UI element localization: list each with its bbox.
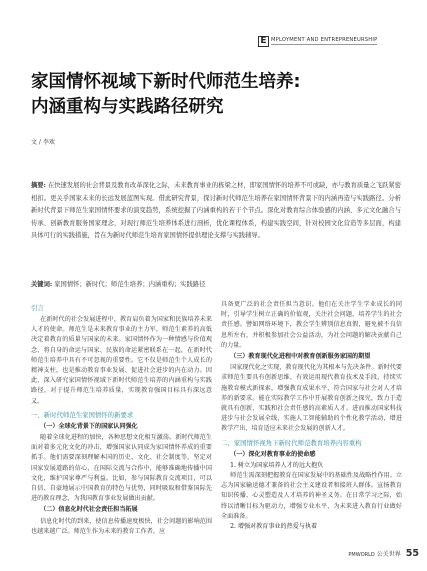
- keywords-text: 家国情怀；新时代；师范生培养；内涵重构；实践路径: [54, 281, 206, 288]
- subsection-3-heading: （三）教育现代化进程中对教育创新服务家国的期望: [230, 353, 371, 361]
- subsection-2-heading: （二）信息化时代社会责任担当拓展: [40, 506, 138, 514]
- author-byline: 文 / 李欢: [31, 139, 55, 146]
- subsection-3-paragraph: 国家现代化之实现，教育现代化为其根本与先决条件。新时代要求师范生要具有创新思维、有效运用现代教育技术及手段，持续实施教育模式新探索，增强教育成果水平，符合国家与社会对人才培养的新要求。能在实际教学工作中开展教育创新之探究，致力于造就具有创新、实践和社会责任感的高素质人才。进而推动国家科技进步与社会发展全线，实施人工智能辅助的个性化教学活动，增进教学产出，培育适应未来社会发展的创新人才。: [221, 364, 402, 433]
- subsection-1-paragraph: 随着全球化进程的加快，各种思想文化相互激荡。新时代师范生面对着多元化文化的冲击，增强国家认同成为家国情怀养成的重要抓手。他们需要深刻理解本国的历史、文化、社会制度等，坚定对国家发展道路的信心，在国际交流与合作中，能够准确地传播中国文化，维护国家尊严与利益。比如，参与国际教育交流项目，可以自信、自豪地展示中国教育的特色与优势，同时吸取和借鉴国际先进的教育理念，为我国教育事业发展做出贡献。: [31, 434, 212, 503]
- section-1-heading: 一、新时代师范生家国情怀的新要求: [31, 410, 134, 419]
- column-header: [258, 35, 420, 47]
- item-2-heading: 2. 增强对教育事业的热爱与执着: [230, 523, 318, 531]
- subsection-2-paragraph: 信息化时代的到来，使信息传播速度极快，社会问题的影响范围也越来越广泛。师范生作为未来的教育工作者，应: [31, 517, 212, 535]
- abstract-text: 在快速发展的社会背景及教育改革深化之际，未来教育事业的栋梁之材，即家国情怀的培养不可或缺，亦与教育质量之飞跃紧密相扣。更关乎国家未来的长远发展蓝图实现。借此研究背景，探讨新时代师范生培养在家国情怀背景下的内涵再造与实践路径。分析新时代背景下师范生家国情怀要求的演变趋势，系统挖掘了内涵重构的若干个节点。深化对教育综合体验感的内涵、多元文化融合与传承、创新教育服务国家理念，对现行师范生培养体系进行剖析，优化课程体系，构建实践空间，针对校园文化营造等多层面，构建具体可行的实践措施，旨在为新时代师范生培育家国情怀提供理论支撑与实践辅导。: [31, 182, 401, 240]
- abstract-label: 摘要:: [31, 182, 46, 189]
- section-2-heading: 二、家国情怀视角下新时代师范教育培养内容重构: [221, 438, 362, 447]
- column-initial-badge: E: [258, 36, 269, 47]
- intro-paragraph: 在新时代的社会发展进程中，教育肩负着为国家和民族培养未来人才的使命。师范生是未来教育事业的主力军，师范生素养的高低决定着教育的质量与国家的未来。家国情怀作为一种情感与价值观念，将自身的命运与国家、民族的命运紧密联系在一起，在新时代师范生培养中具有不可忽视的重要性。它不仅是师范生个人成长的精神支柱，也是推动教育事业发展、促进社会进步的内在动力。因此，深入研究家国情怀视域下新时代师范生培养的内涵重构与实践路径，对于提升师范生培养质量，实现教育强国目标具有深远意义。: [31, 316, 212, 405]
- keywords: [31, 280, 401, 290]
- item-1-paragraph: 师范生需深刻把握教育在国家发展中的基础性及战略性作用。立志为国家输送德才兼备的社会主义建设者和接班人群体。宣扬教育知识传播、心灵塑造及人才培养的神圣义务。在日常学习之际，始终以清晰目标为驱动力，增强专业水平，为未来进入教育行业做好全面准备。: [221, 472, 402, 520]
- column-header-text: MPLOYMENT AND ENTREPRENEURSHIP: [271, 37, 378, 43]
- article-title: [31, 70, 401, 120]
- subsection-4-heading: （一）深化对教育事业的使命感: [230, 450, 316, 458]
- journal-name-en: PMWORLD: [348, 552, 375, 558]
- continued-paragraph: 具备更广泛的社会责任担当意识。他们在关注学生学业成长的同时，引导学生树立正确的价值观，关注社会问题，培养学生的社会责任感。譬如网络环境下，教会学生辨别信息真假，避免被不良信息所左右，并积极参加社会公益活动，为社会问题的解决贡献自己的力量。: [221, 301, 402, 349]
- abstract: [31, 180, 401, 243]
- page-footer: [348, 548, 419, 559]
- title-line-1: 家国情怀视域下新时代师范生培养:: [31, 72, 301, 92]
- left-column: [31, 300, 212, 537]
- intro-heading: 引言: [31, 304, 44, 312]
- journal-name-cn: 公关世界: [376, 551, 401, 558]
- right-column: [221, 300, 402, 532]
- subsection-1-heading: （一）全球化背景下的国家认同强化: [40, 422, 138, 430]
- page-number: 55: [405, 548, 419, 559]
- title-line-2: 内涵重构与实践路径研究: [31, 97, 224, 117]
- keywords-label: 关键词:: [31, 281, 53, 288]
- item-1-heading: 1. 树立为国家培养人才的远大抱负: [230, 461, 324, 469]
